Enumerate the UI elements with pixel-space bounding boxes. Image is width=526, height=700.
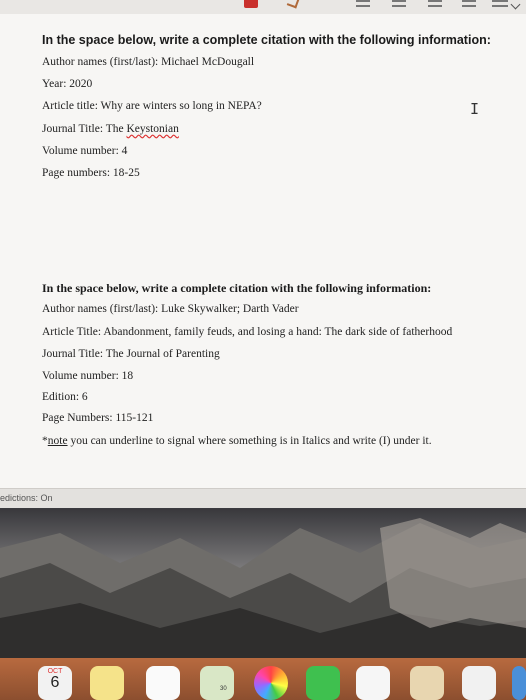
- citation1-volume: Volume number: 4: [42, 145, 128, 157]
- note-asterisk: *: [42, 435, 48, 447]
- align-center-icon[interactable]: [462, 0, 476, 11]
- photos-icon[interactable]: [254, 666, 288, 700]
- citation1-year: Year: 2020: [42, 78, 93, 90]
- desktop-wallpaper: [0, 508, 526, 658]
- citation1-authors: Author names (first/last): Michael McDougall: [42, 56, 255, 68]
- justify-icon[interactable]: [492, 0, 508, 11]
- citation2-authors: Author names (first/last): Luke Skywalker; Darth Vader: [42, 303, 299, 315]
- document-page[interactable]: [0, 14, 526, 488]
- toolbar: [0, 0, 526, 15]
- bullet-list-icon[interactable]: [356, 0, 370, 11]
- citation1-heading: In the space below, write a complete citation with the following information:: [42, 33, 491, 47]
- highlight-icon[interactable]: [287, 0, 299, 8]
- calendar-icon[interactable]: [38, 666, 72, 700]
- citation1-pages: Page numbers: 18-25: [42, 167, 140, 179]
- chevron-down-icon[interactable]: [511, 0, 521, 9]
- messages-icon[interactable]: [356, 666, 390, 700]
- numbered-list-icon[interactable]: [392, 0, 406, 11]
- citation1-journal-name: Keystonian: [126, 123, 179, 135]
- citation2-edition: Edition: 6: [42, 391, 88, 403]
- notes-icon[interactable]: [90, 666, 124, 700]
- mountain-wallpaper-image: [0, 508, 526, 658]
- citation2-pages: Page Numbers: 115-121: [42, 412, 154, 424]
- citation2-journal-title: Journal Title: The Journal of Parenting: [42, 348, 220, 360]
- calendar-month: OCT: [47, 668, 63, 675]
- dock: [0, 658, 526, 700]
- font-color-icon[interactable]: [244, 0, 258, 8]
- citation1-article-title: Article title: Why are winters so long in NEPA?: [42, 100, 262, 112]
- reminders-icon[interactable]: [146, 666, 180, 700]
- text-cursor-icon: I: [470, 100, 480, 118]
- citation2-note: [42, 435, 432, 447]
- note-word: note: [47, 435, 68, 447]
- align-left-icon[interactable]: [428, 0, 442, 11]
- facetime-icon[interactable]: [306, 666, 340, 700]
- status-bar: [0, 488, 526, 509]
- maps-icon[interactable]: [200, 666, 234, 700]
- numbers-icon[interactable]: [462, 666, 496, 700]
- pencil-icon[interactable]: [410, 666, 444, 700]
- maps-badge: 30: [220, 686, 227, 692]
- calendar-day: 6: [50, 674, 60, 691]
- citation2-article-title: Article Title: Abandonment, family feuds, and losing a hand: The dark side of fatherhood: [42, 326, 453, 338]
- citation2-heading: In the space below, write a complete citation with the following information:: [42, 281, 432, 295]
- citation1-journal-label: Journal Title: The: [42, 123, 127, 135]
- text-predictions-status[interactable]: edictions: On: [0, 493, 53, 503]
- citation1-journal-title: [42, 123, 179, 135]
- note-text: you can underline to signal where something is in Italics and write (I) under it.: [67, 435, 432, 447]
- keynote-icon[interactable]: [512, 666, 526, 700]
- citation2-volume: Volume number: 18: [42, 370, 134, 382]
